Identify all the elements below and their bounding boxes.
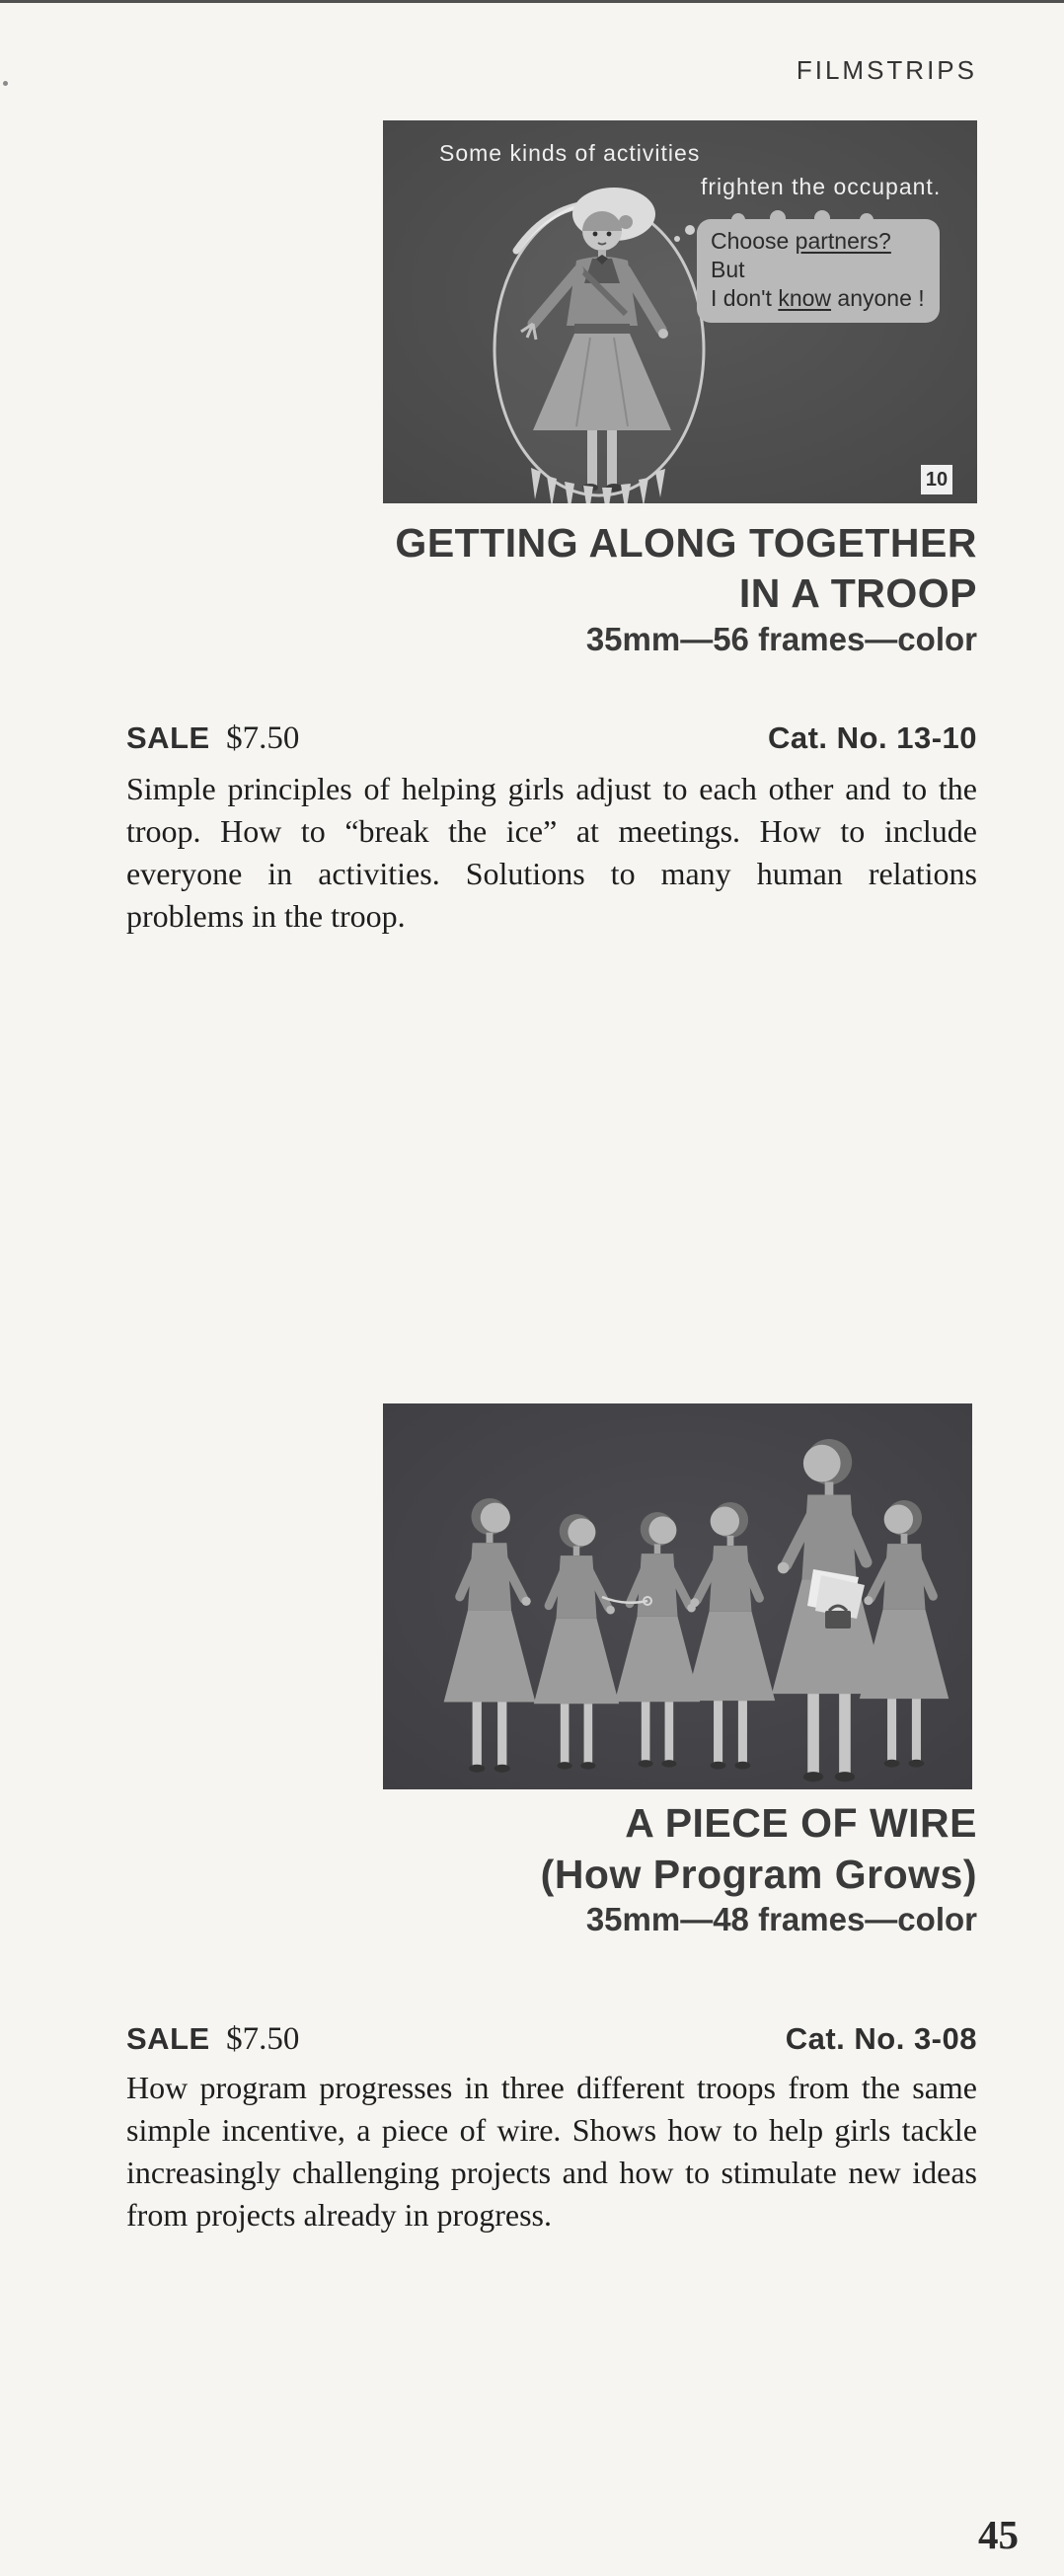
image-caption-1: Some kinds of activities <box>439 140 701 166</box>
listing2-title-line1: A PIECE OF WIRE <box>625 1800 977 1846</box>
sale-label: SALE <box>126 2021 210 2056</box>
sale-label: SALE <box>126 720 210 755</box>
frame-number-badge: 10 <box>921 465 952 494</box>
page-header: FILMSTRIPS <box>796 55 977 85</box>
underlined-word: know <box>778 285 832 311</box>
listing2-description: How program progresses in three different troops from the same simple incentive, a piece of wire. Shows how to help girls tackle increasingly challenging projects and how to stimulate new ideas from projects already in progress. <box>126 2070 977 2233</box>
scan-speck <box>3 81 8 86</box>
listing1-sale-row <box>126 720 977 757</box>
bubble-line-1: Choose partners? But <box>711 228 891 282</box>
catalog-number: Cat. No. 3-08 <box>785 2021 977 2056</box>
price: $7.50 <box>226 720 300 756</box>
listing2-sale-row <box>126 2021 977 2058</box>
sale-price-group <box>126 2021 299 2058</box>
page-number: 45 <box>978 2512 1019 2557</box>
speech-bubble <box>697 219 940 323</box>
listing2-format: 35mm—48 frames—color <box>585 1901 977 1937</box>
catalog-number: Cat. No. 13-10 <box>767 720 977 755</box>
listing1-title-line1: GETTING ALONG TOGETHER <box>395 520 977 566</box>
troop-girls-illustration <box>383 1403 972 1789</box>
filmstrip-image-2 <box>383 1403 972 1789</box>
price: $7.50 <box>226 2021 300 2057</box>
listing1-description: Simple principles of helping girls adjust to each other and to the troop. How to “break the ice” at meetings. How to include everyone in activities. Solutions to many human relations problems in the troop. <box>126 771 977 934</box>
listing2-title-line2: (How Program Grows) <box>540 1852 977 1897</box>
image-caption-2: frighten the occupant. <box>701 174 942 199</box>
bubble-line-2: I don't know anyone ! <box>711 285 925 311</box>
listing1-format: 35mm—56 frames—color <box>585 621 977 657</box>
underlined-word: partners? <box>795 228 891 254</box>
sale-price-group <box>126 720 299 757</box>
listing1-title-line2: IN A TROOP <box>738 570 977 616</box>
scan-edge-strip <box>0 0 1064 3</box>
filmstrip-image-1 <box>383 120 977 503</box>
